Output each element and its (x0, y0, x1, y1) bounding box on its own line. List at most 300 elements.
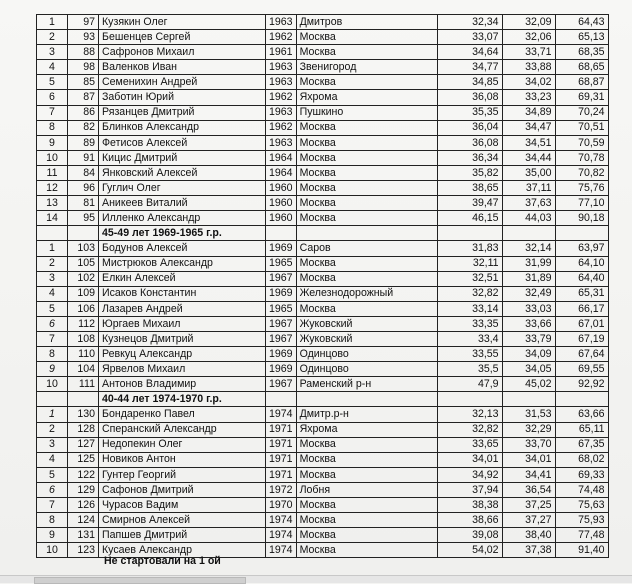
table-row (37, 105, 609, 120)
place-cell: 3 (37, 45, 68, 60)
city-cell (296, 226, 437, 241)
table-row (37, 482, 609, 497)
name-cell: Антонов Владимир (99, 377, 266, 392)
total-cell: 67,01 (555, 316, 608, 331)
name-cell: Кицис Дмитрий (99, 150, 266, 165)
bib-cell (68, 392, 99, 407)
city-cell: Пушкино (296, 105, 437, 120)
time2-cell: 31,89 (502, 271, 555, 286)
bib-cell: 110 (68, 347, 99, 362)
name-cell: Смирнов Алексей (99, 513, 266, 528)
place-cell: 8 (37, 347, 68, 362)
city-cell: Москва (296, 165, 437, 180)
name-cell: Кузякин Олег (99, 15, 266, 30)
year-cell: 1971 (266, 467, 297, 482)
time2-cell: 37,38 (502, 543, 555, 558)
time2-cell: 37,11 (502, 181, 555, 196)
total-cell: 70,82 (555, 165, 608, 180)
bib-cell: 88 (68, 45, 99, 60)
name-cell: Илленко Александр (99, 211, 266, 226)
time2-cell: 33,23 (502, 90, 555, 105)
year-cell: 1962 (266, 90, 297, 105)
table-row (37, 452, 609, 467)
time2-cell: 37,27 (502, 513, 555, 528)
total-cell: 77,10 (555, 196, 608, 211)
time2-cell: 33,79 (502, 331, 555, 346)
total-cell: 70,51 (555, 120, 608, 135)
bib-cell: 111 (68, 377, 99, 392)
name-cell: Гуглич Олег (99, 181, 266, 196)
year-cell: 1974 (266, 407, 297, 422)
table-row (37, 301, 609, 316)
name-cell: 45-49 лет 1969-1965 г.р. (99, 226, 266, 241)
total-cell: 90,18 (555, 211, 608, 226)
year-cell: 1967 (266, 331, 297, 346)
year-cell: 1960 (266, 196, 297, 211)
time1-cell: 34,77 (437, 60, 502, 75)
city-cell: Москва (296, 75, 437, 90)
time1-cell: 36,08 (437, 135, 502, 150)
time1-cell: 33,07 (437, 30, 502, 45)
name-cell: 40-44 лет 1974-1970 г.р. (99, 392, 266, 407)
city-cell: Москва (296, 498, 437, 513)
total-cell: 67,19 (555, 331, 608, 346)
name-cell: Валенков Иван (99, 60, 266, 75)
time2-cell: 34,47 (502, 120, 555, 135)
year-cell: 1974 (266, 528, 297, 543)
place-cell: 5 (37, 75, 68, 90)
time2-cell: 33,03 (502, 301, 555, 316)
bib-cell: 102 (68, 271, 99, 286)
year-cell: 1963 (266, 75, 297, 90)
name-cell: Недопекин Олег (99, 437, 266, 452)
name-cell: Лазарев Андрей (99, 301, 266, 316)
year-cell: 1961 (266, 45, 297, 60)
total-cell: 91,40 (555, 543, 608, 558)
time2-cell: 38,40 (502, 528, 555, 543)
time2-cell: 34,09 (502, 347, 555, 362)
place-cell: 12 (37, 181, 68, 196)
name-cell: Сафонов Дмитрий (99, 482, 266, 497)
city-cell: Москва (296, 211, 437, 226)
table-row (37, 241, 609, 256)
city-cell: Москва (296, 181, 437, 196)
total-cell: 68,02 (555, 452, 608, 467)
year-cell: 1963 (266, 135, 297, 150)
city-cell: Жуковский (296, 316, 437, 331)
city-cell: Москва (296, 135, 437, 150)
bib-cell: 112 (68, 316, 99, 331)
time2-cell: 34,89 (502, 105, 555, 120)
bib-cell: 126 (68, 498, 99, 513)
time1-cell: 36,04 (437, 120, 502, 135)
bib-cell: 104 (68, 362, 99, 377)
table-row (37, 256, 609, 271)
name-cell: Кусаев Александр (99, 543, 266, 558)
place-cell (37, 226, 68, 241)
total-cell: 66,17 (555, 301, 608, 316)
city-cell: Яхрома (296, 422, 437, 437)
time1-cell: 33,4 (437, 331, 502, 346)
scrollbar-thumb[interactable] (34, 577, 246, 584)
table-row (37, 165, 609, 180)
table-row (37, 211, 609, 226)
city-cell: Звенигород (296, 60, 437, 75)
table-row (37, 271, 609, 286)
bib-cell: 85 (68, 75, 99, 90)
total-cell: 75,76 (555, 181, 608, 196)
total-cell: 67,64 (555, 347, 608, 362)
year-cell: 1967 (266, 377, 297, 392)
year-cell: 1963 (266, 105, 297, 120)
name-cell: Исаков Константин (99, 286, 266, 301)
name-cell: Семенихин Андрей (99, 75, 266, 90)
city-cell: Москва (296, 150, 437, 165)
table-row (37, 331, 609, 346)
bib-cell: 82 (68, 120, 99, 135)
age-group-header (37, 226, 609, 241)
total-cell (555, 392, 608, 407)
table-row (37, 316, 609, 331)
time2-cell: 37,25 (502, 498, 555, 513)
bib-cell: 105 (68, 256, 99, 271)
bib-cell: 106 (68, 301, 99, 316)
name-cell: Юргаев Михаил (99, 316, 266, 331)
name-cell: Заботин Юрий (99, 90, 266, 105)
bib-cell (68, 226, 99, 241)
place-cell: 6 (37, 316, 68, 331)
table-row (37, 422, 609, 437)
total-cell: 63,66 (555, 407, 608, 422)
time1-cell: 33,14 (437, 301, 502, 316)
city-cell: Яхрома (296, 90, 437, 105)
year-cell: 1971 (266, 437, 297, 452)
time1-cell: 38,66 (437, 513, 502, 528)
place-cell: 10 (37, 150, 68, 165)
bib-cell: 91 (68, 150, 99, 165)
name-cell: Сперанский Александр (99, 422, 266, 437)
bib-cell: 128 (68, 422, 99, 437)
place-cell: 6 (37, 482, 68, 497)
name-cell: Чурасов Вадим (99, 498, 266, 513)
time2-cell: 36,54 (502, 482, 555, 497)
city-cell: Лобня (296, 482, 437, 497)
time2-cell: 31,99 (502, 256, 555, 271)
year-cell: 1965 (266, 256, 297, 271)
table-row (37, 75, 609, 90)
time2-cell: 33,71 (502, 45, 555, 60)
name-cell: Сафронов Михаил (99, 45, 266, 60)
total-cell: 67,35 (555, 437, 608, 452)
time2-cell: 34,02 (502, 75, 555, 90)
time1-cell: 46,15 (437, 211, 502, 226)
time2-cell: 34,05 (502, 362, 555, 377)
place-cell: 13 (37, 196, 68, 211)
city-cell: Москва (296, 256, 437, 271)
time1-cell: 39,08 (437, 528, 502, 543)
time1-cell: 34,92 (437, 467, 502, 482)
footer-note: Не стартовали на 1 ой (104, 555, 221, 567)
total-cell: 69,31 (555, 90, 608, 105)
place-cell: 8 (37, 120, 68, 135)
bib-cell: 103 (68, 241, 99, 256)
place-cell: 1 (37, 241, 68, 256)
year-cell: 1974 (266, 513, 297, 528)
bib-cell: 86 (68, 105, 99, 120)
time1-cell (437, 226, 502, 241)
name-cell: Бондаренко Павел (99, 407, 266, 422)
name-cell: Гунтер Георгий (99, 467, 266, 482)
year-cell: 1967 (266, 316, 297, 331)
time1-cell: 34,85 (437, 75, 502, 90)
place-cell: 10 (37, 377, 68, 392)
place-cell: 9 (37, 362, 68, 377)
time2-cell: 32,14 (502, 241, 555, 256)
name-cell: Новиков Антон (99, 452, 266, 467)
year-cell: 1970 (266, 498, 297, 513)
total-cell: 64,43 (555, 15, 608, 30)
total-cell: 63,97 (555, 241, 608, 256)
time1-cell: 34,01 (437, 452, 502, 467)
bib-cell: 95 (68, 211, 99, 226)
time2-cell (502, 226, 555, 241)
time2-cell: 32,29 (502, 422, 555, 437)
place-cell: 9 (37, 135, 68, 150)
table-row (37, 120, 609, 135)
city-cell: Москва (296, 271, 437, 286)
city-cell: Раменский р-н (296, 377, 437, 392)
time1-cell: 32,34 (437, 15, 502, 30)
table-row (37, 196, 609, 211)
year-cell: 1964 (266, 150, 297, 165)
place-cell: 2 (37, 256, 68, 271)
place-cell: 5 (37, 467, 68, 482)
time2-cell: 34,01 (502, 452, 555, 467)
city-cell: Москва (296, 528, 437, 543)
city-cell: Одинцово (296, 347, 437, 362)
bib-cell: 81 (68, 196, 99, 211)
total-cell: 68,35 (555, 45, 608, 60)
total-cell: 70,78 (555, 150, 608, 165)
total-cell: 75,63 (555, 498, 608, 513)
bib-cell: 125 (68, 452, 99, 467)
place-cell: 8 (37, 513, 68, 528)
year-cell: 1963 (266, 15, 297, 30)
table-row (37, 135, 609, 150)
name-cell: Рязанцев Дмитрий (99, 105, 266, 120)
name-cell: Блинков Александр (99, 120, 266, 135)
time1-cell (437, 392, 502, 407)
time2-cell: 37,63 (502, 196, 555, 211)
bib-cell: 98 (68, 60, 99, 75)
total-cell: 92,92 (555, 377, 608, 392)
total-cell: 64,10 (555, 256, 608, 271)
city-cell: Москва (296, 120, 437, 135)
city-cell: Дмитров (296, 15, 437, 30)
city-cell: Жуковский (296, 331, 437, 346)
table-row (37, 407, 609, 422)
time1-cell: 32,82 (437, 422, 502, 437)
place-cell: 9 (37, 528, 68, 543)
time1-cell: 33,35 (437, 316, 502, 331)
bib-cell: 93 (68, 30, 99, 45)
time1-cell: 34,64 (437, 45, 502, 60)
total-cell: 77,48 (555, 528, 608, 543)
total-cell: 75,93 (555, 513, 608, 528)
time2-cell: 32,09 (502, 15, 555, 30)
time1-cell: 38,38 (437, 498, 502, 513)
bib-cell: 96 (68, 181, 99, 196)
time1-cell: 36,34 (437, 150, 502, 165)
place-cell: 4 (37, 60, 68, 75)
place-cell: 11 (37, 165, 68, 180)
time1-cell: 32,51 (437, 271, 502, 286)
year-cell: 1969 (266, 241, 297, 256)
total-cell: 68,87 (555, 75, 608, 90)
time2-cell: 35,00 (502, 165, 555, 180)
bib-cell: 127 (68, 437, 99, 452)
name-cell: Ревкуц Александр (99, 347, 266, 362)
time1-cell: 54,02 (437, 543, 502, 558)
city-cell: Дмитр.р-н (296, 407, 437, 422)
time2-cell: 32,06 (502, 30, 555, 45)
year-cell: 1963 (266, 60, 297, 75)
year-cell: 1964 (266, 165, 297, 180)
time2-cell: 34,51 (502, 135, 555, 150)
name-cell: Бешенцев Сергей (99, 30, 266, 45)
bib-cell: 109 (68, 286, 99, 301)
city-cell: Москва (296, 513, 437, 528)
table-row (37, 362, 609, 377)
total-cell: 70,59 (555, 135, 608, 150)
time1-cell: 31,83 (437, 241, 502, 256)
table-row (37, 347, 609, 362)
results-table (36, 14, 609, 558)
year-cell: 1969 (266, 286, 297, 301)
time1-cell: 32,13 (437, 407, 502, 422)
place-cell: 7 (37, 498, 68, 513)
name-cell: Аникеев Виталий (99, 196, 266, 211)
table-row (37, 90, 609, 105)
name-cell: Фетисов Алексей (99, 135, 266, 150)
year-cell: 1972 (266, 482, 297, 497)
time2-cell: 33,88 (502, 60, 555, 75)
year-cell: 1974 (266, 543, 297, 558)
bib-cell: 97 (68, 15, 99, 30)
time2-cell (502, 392, 555, 407)
table-row (37, 513, 609, 528)
place-cell: 6 (37, 90, 68, 105)
table-row (37, 437, 609, 452)
time2-cell: 45,02 (502, 377, 555, 392)
bib-cell: 108 (68, 331, 99, 346)
age-group-header (37, 392, 609, 407)
total-cell: 65,11 (555, 422, 608, 437)
time2-cell: 33,70 (502, 437, 555, 452)
city-cell (296, 392, 437, 407)
place-cell: 5 (37, 301, 68, 316)
time1-cell: 33,65 (437, 437, 502, 452)
place-cell: 10 (37, 543, 68, 558)
total-cell: 70,24 (555, 105, 608, 120)
table-row (37, 467, 609, 482)
name-cell: Бодунов Алексей (99, 241, 266, 256)
total-cell: 68,65 (555, 60, 608, 75)
city-cell: Москва (296, 437, 437, 452)
total-cell (555, 226, 608, 241)
bib-cell: 123 (68, 543, 99, 558)
table-row (37, 15, 609, 30)
time2-cell: 32,49 (502, 286, 555, 301)
total-cell: 74,48 (555, 482, 608, 497)
year-cell: 1971 (266, 452, 297, 467)
bib-cell: 129 (68, 482, 99, 497)
year-cell: 1969 (266, 347, 297, 362)
time1-cell: 32,82 (437, 286, 502, 301)
table-row (37, 45, 609, 60)
year-cell: 1967 (266, 271, 297, 286)
total-cell: 65,13 (555, 30, 608, 45)
table-row (37, 60, 609, 75)
name-cell: Янковский Алексей (99, 165, 266, 180)
city-cell: Москва (296, 452, 437, 467)
place-cell: 2 (37, 422, 68, 437)
results-table-body (37, 15, 609, 558)
time2-cell: 34,44 (502, 150, 555, 165)
place-cell: 3 (37, 271, 68, 286)
time1-cell: 37,94 (437, 482, 502, 497)
table-row (37, 30, 609, 45)
city-cell: Москва (296, 301, 437, 316)
year-cell: 1960 (266, 211, 297, 226)
place-cell: 4 (37, 286, 68, 301)
bib-cell: 84 (68, 165, 99, 180)
place-cell: 7 (37, 105, 68, 120)
place-cell: 14 (37, 211, 68, 226)
city-cell: Одинцово (296, 362, 437, 377)
total-cell: 69,33 (555, 467, 608, 482)
table-row (37, 286, 609, 301)
city-cell: Москва (296, 543, 437, 558)
city-cell: Железнодорожный (296, 286, 437, 301)
table-row (37, 150, 609, 165)
year-cell: 1960 (266, 181, 297, 196)
time1-cell: 47,9 (437, 377, 502, 392)
year-cell: 1969 (266, 362, 297, 377)
city-cell: Москва (296, 467, 437, 482)
time1-cell: 35,82 (437, 165, 502, 180)
time1-cell: 35,35 (437, 105, 502, 120)
bib-cell: 131 (68, 528, 99, 543)
name-cell: Мистрюков Александр (99, 256, 266, 271)
time1-cell: 36,08 (437, 90, 502, 105)
table-row (37, 498, 609, 513)
year-cell (266, 226, 297, 241)
total-cell: 65,31 (555, 286, 608, 301)
city-cell: Москва (296, 30, 437, 45)
bib-cell: 130 (68, 407, 99, 422)
time2-cell: 33,66 (502, 316, 555, 331)
bib-cell: 122 (68, 467, 99, 482)
place-cell: 7 (37, 331, 68, 346)
time1-cell: 39,47 (437, 196, 502, 211)
place-cell: 2 (37, 30, 68, 45)
place-cell: 1 (37, 407, 68, 422)
table-row (37, 181, 609, 196)
name-cell: Папшев Дмитрий (99, 528, 266, 543)
name-cell: Елкин Алексей (99, 271, 266, 286)
time1-cell: 32,11 (437, 256, 502, 271)
